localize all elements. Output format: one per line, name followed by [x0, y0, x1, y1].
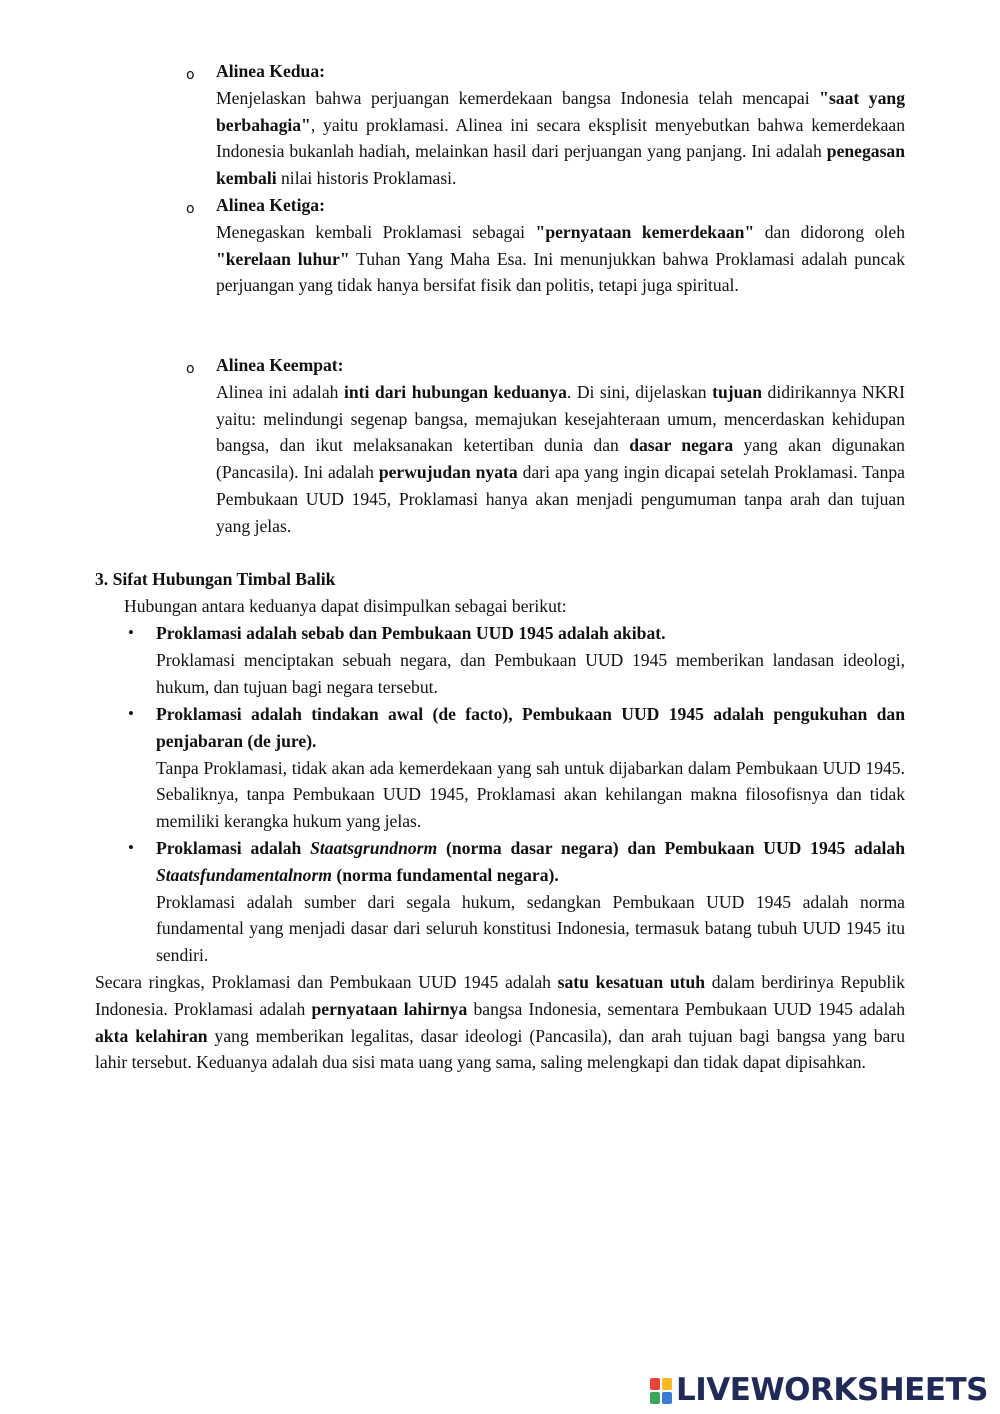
alinea-kedua-item	[216, 58, 905, 192]
bullet-marker: •	[128, 838, 134, 857]
alinea-keempat-item	[216, 352, 905, 540]
liveworksheets-logo	[650, 1372, 988, 1408]
bullet-text: Tanpa Proklamasi, tidak akan ada kemerdekaan yang sah untuk dijabarkan dalam Pembukaan UUD 1945. Sebaliknya, tanpa Pembukaan UUD 1945, Proklamasi akan kehilangan makna filosofisnya dan tidak memiliki kerangka hukum yang jelas.	[156, 757, 905, 832]
alinea-kedua-text: Menjelaskan bahwa perjuangan kemerdekaan bangsa Indonesia telah mencapai "saat yang berbahagia", yaitu proklamasi. Alinea ini secara eksplisit menyebutkan bahwa kemerdekaan Indonesia bukanlah hadiah, melainkan hasil dari perjuangan yang panjang. Ini adalah penegasan kembali nilai historis Proklamasi.	[216, 87, 905, 189]
alinea-keempat-title: Alinea Keempat:	[216, 355, 344, 375]
list-marker-circle: o	[186, 361, 195, 377]
summary-paragraph: Secara ringkas, Proklamasi dan Pembukaan UUD 1945 adalah satu kesatuan utuh dalam berdirinya Republik Indonesia. Proklamasi adalah pernyataan lahirnya bangsa Indonesia, sementara Pembukaan UUD 1945 adalah akta kelahiran yang memberikan legalitas, dasar ideologi (Pancasila), dan arah tujuan bagi bangsa yang baru lahir tersebut. Keduanya adalah dua sisi mata uang yang sama, saling melengkapi dan tidak dapat dipisahkan.	[95, 972, 906, 1073]
bullet-title: Proklamasi adalah sebab dan Pembukaan UUD 1945 adalah akibat.	[156, 623, 666, 643]
bullet-title: Proklamasi adalah tindakan awal (de facto), Pembukaan UUD 1945 adalah pengukuhan dan penjabaran (de jure).	[156, 704, 905, 751]
liveworksheets-logo-text: LIVEWORKSHEETS	[676, 1372, 988, 1408]
bullet-title: Proklamasi adalah Staatsgrundnorm (norma dasar negara) dan Pembukaan UUD 1945 adalah Staatsfundamentalnorm (norma fundamental negara).	[156, 838, 905, 885]
section-intro: Hubungan antara keduanya dapat disimpulkan sebagai berikut:	[124, 596, 567, 616]
bullet-text: Proklamasi adalah sumber dari segala hukum, sedangkan Pembukaan UUD 1945 adalah norma fundamental yang menjadi dasar dari seluruh konstitusi Indonesia, termasuk batang tubuh UUD 1945 itu sendiri.	[156, 891, 905, 966]
liveworksheets-logo-icon	[650, 1378, 672, 1404]
alinea-kedua-title: Alinea Kedua:	[216, 61, 325, 81]
bullet-item-norma	[156, 835, 905, 969]
logo-square	[650, 1392, 660, 1404]
list-marker-circle: o	[186, 201, 195, 217]
alinea-ketiga-title: Alinea Ketiga:	[216, 195, 325, 215]
logo-square	[662, 1392, 672, 1404]
bullet-marker: •	[128, 704, 134, 723]
alinea-ketiga-item	[216, 192, 905, 299]
logo-square	[662, 1378, 672, 1390]
bullet-item-de-facto-de-jure	[156, 701, 905, 835]
bullet-text: Proklamasi menciptakan sebuah negara, dan Pembukaan UUD 1945 memberikan landasan ideologi, hukum, dan tujuan bagi negara tersebut.	[156, 649, 905, 697]
bullet-item-sebab-akibat	[156, 620, 905, 700]
bullet-marker: •	[128, 623, 134, 642]
alinea-ketiga-text: Menegaskan kembali Proklamasi sebagai "pernyataan kemerdekaan" dan didorong oleh "kerelaan luhur" Tuhan Yang Maha Esa. Ini menunjukkan bahwa Proklamasi adalah puncak perjuangan yang tidak hanya bersifat fisik dan politis, tetapi juga spiritual.	[216, 221, 906, 296]
logo-square	[650, 1378, 660, 1390]
list-marker-circle: o	[186, 67, 195, 83]
section-heading: 3. Sifat Hubungan Timbal Balik	[95, 569, 336, 589]
alinea-keempat-text: Alinea ini adalah inti dari hubungan keduanya. Di sini, dijelaskan tujuan didirikannya NKRI yaitu: melindungi segenap bangsa, memajukan kesejahteraan umum, mencerdaskan kehidupan bangsa, dan ikut melaksanakan ketertiban dunia dan dasar negara yang akan digunakan (Pancasila). Ini adalah perwujudan nyata dari apa yang ingin dicapai setelah Proklamasi. Tanpa Pembukaan UUD 1945, Proklamasi hanya akan menjadi pengumuman tanpa arah dan tujuan yang jelas.	[216, 381, 905, 536]
